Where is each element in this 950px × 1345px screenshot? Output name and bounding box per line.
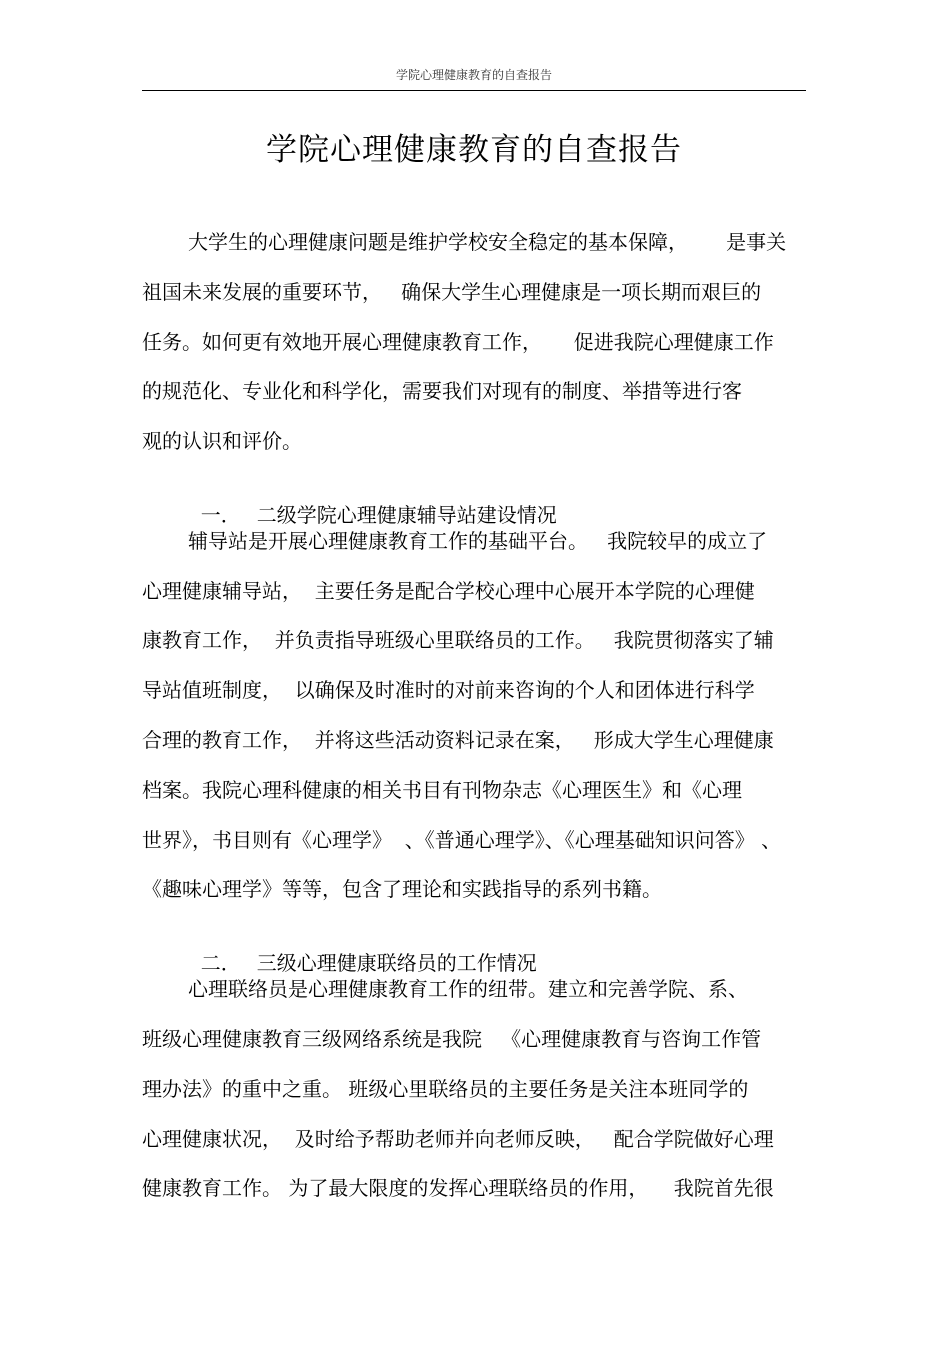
paragraph-line: 档案。我院心理科健康的相关书目有刊物杂志《心理医生》和《心理 xyxy=(142,778,742,802)
paragraph-line: 班级心理健康教育三级网络系统是我院 《心理健康教育与咨询工作管 xyxy=(142,1027,762,1051)
paragraph-line: 心理联络员是心理健康教育工作的纽带。建立和完善学院、系、 xyxy=(188,977,748,1001)
running-header: 学院心理健康教育的自查报告 xyxy=(395,68,552,82)
paragraph-line: 心理健康状况， 及时给予帮助老师并向老师反映， 配合学院做好心理 xyxy=(142,1127,774,1151)
document-title: 学院心理健康教育的自查报告 xyxy=(266,132,682,168)
paragraph-line: 健康教育工作。 为了最大限度的发挥心理联络员的作用， 我院首先很 xyxy=(142,1176,774,1200)
paragraph-line: 合理的教育工作， 并将这些活动资料记录在案， 形成大学生心理健康 xyxy=(142,728,774,752)
paragraph-line: 祖国未来发展的重要环节， 确保大学生心理健康是一项长期而艰巨的 xyxy=(142,280,762,304)
section-number: 二． xyxy=(200,951,241,975)
paragraph-line: 大学生的心理健康问题是维护学校安全稳定的基本保障， 是事关 xyxy=(188,230,787,254)
paragraph-line: 《趣味心理学》等等，包含了理论和实践指导的系列书籍。 xyxy=(142,877,662,901)
section-heading-text: 二级学院心理健康辅导站建设情况 xyxy=(256,503,557,527)
paragraph-line: 心理健康辅导站， 主要任务是配合学校心理中心展开本学院的心理健 xyxy=(142,579,755,603)
paragraph-line: 世界》，书目则有《心理学》 、《普通心理学》、《心理基础知识问答》 、 xyxy=(142,828,782,852)
paragraph-line: 任务。如何更有效地开展心理健康教育工作， 促进我院心理健康工作 xyxy=(142,330,774,354)
paragraph-line: 康教育工作， 并负责指导班级心里联络员的工作。 我院贯彻落实了辅 xyxy=(142,628,774,652)
section-heading-text: 三级心理健康联络员的工作情况 xyxy=(256,951,537,975)
paragraph-line: 导站值班制度， 以确保及时准时的对前来咨询的个人和团体进行科学 xyxy=(142,678,755,702)
section-heading-2 xyxy=(188,927,537,975)
section-heading-1 xyxy=(188,479,557,527)
paragraph-line: 观的认识和评价。 xyxy=(142,429,302,453)
section-number: 一． xyxy=(200,503,241,527)
header-rule xyxy=(142,90,806,91)
paragraph-line: 理办法》的重中之重。 班级心里联络员的主要任务是关注本班同学的 xyxy=(142,1077,749,1101)
paragraph-line: 的规范化、专业化和科学化，需要我们对现有的制度、举措等进行客 xyxy=(142,379,742,403)
paragraph-line: 辅导站是开展心理健康教育工作的基础平台。 我院较早的成立了 xyxy=(188,529,768,553)
